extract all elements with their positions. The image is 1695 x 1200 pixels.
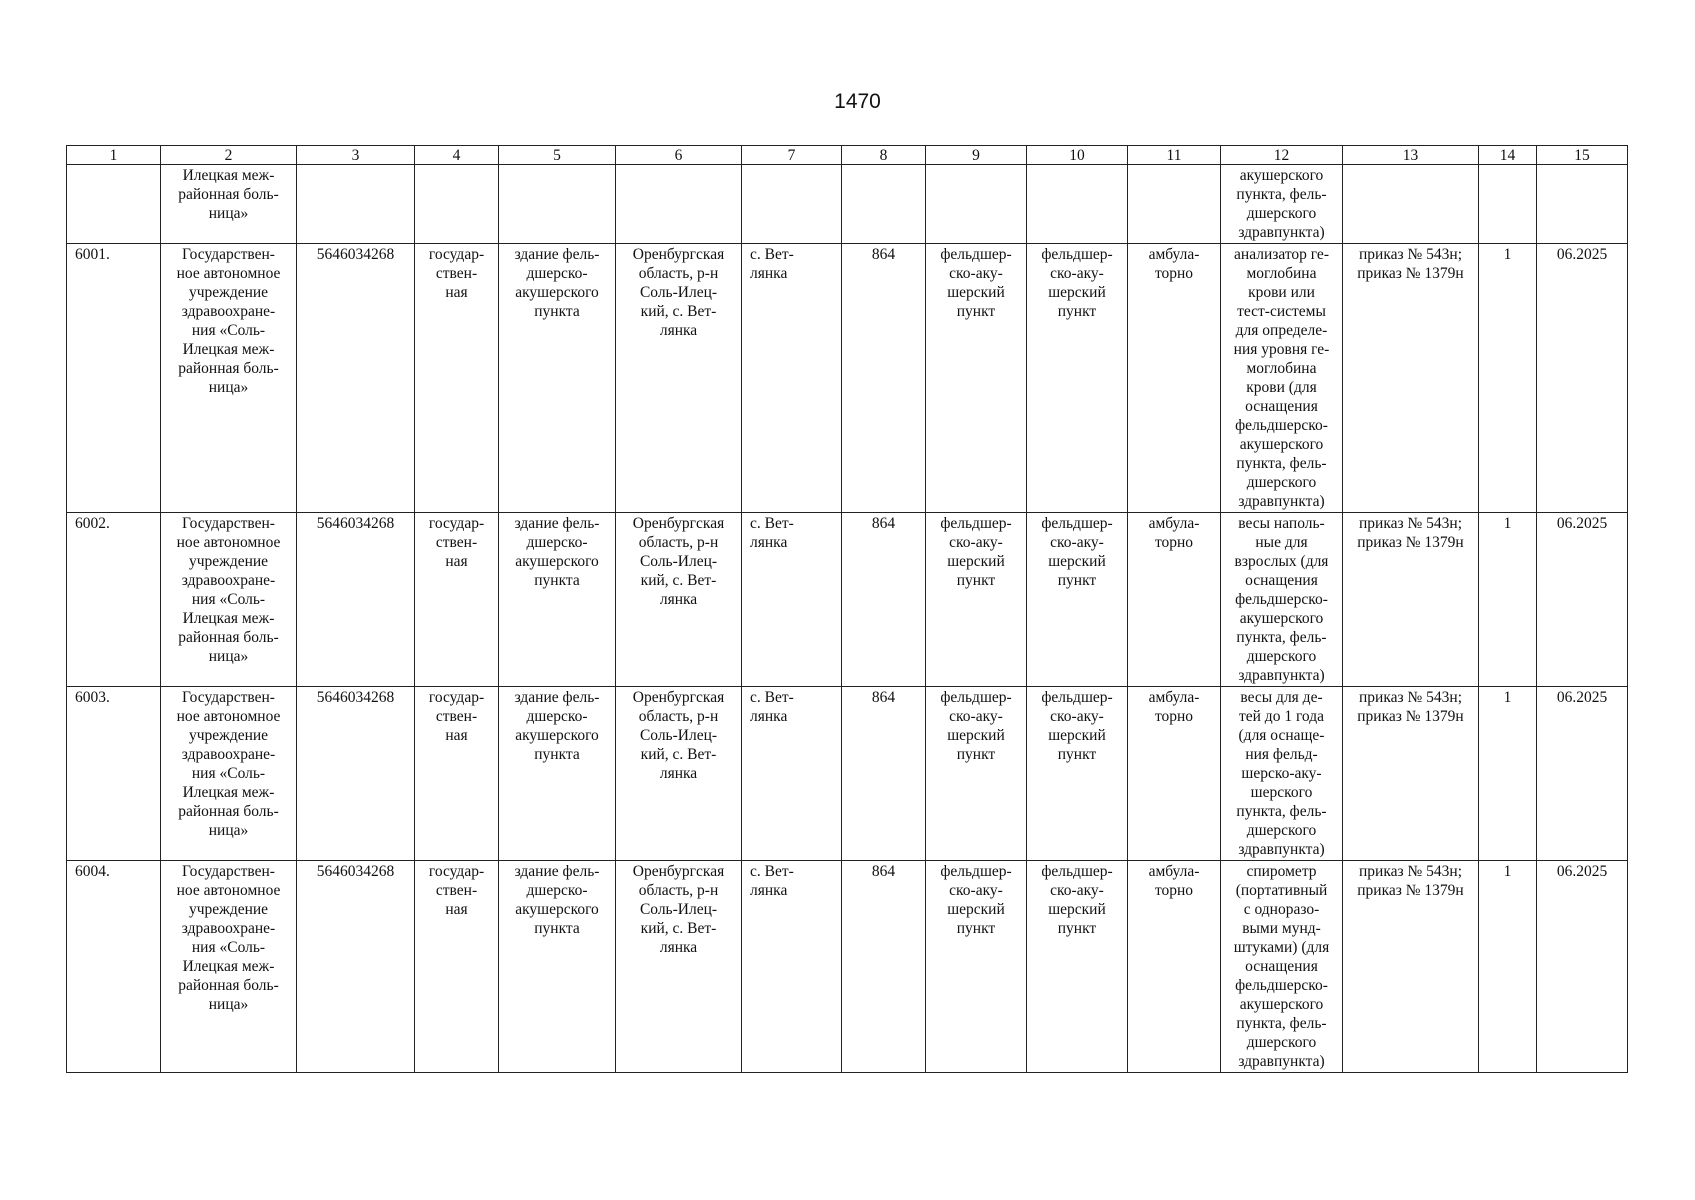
inn: 5646034268 (297, 513, 415, 687)
column-number: 6 (616, 146, 742, 165)
address: Оренбургская область, р-н Соль-Илец- кий, с. Вет- лянка (616, 244, 742, 513)
order-reference: приказ № 543н; приказ № 1379н (1343, 861, 1479, 1073)
column-number-row (67, 146, 1628, 165)
quantity (1479, 165, 1537, 244)
table-row (67, 861, 1628, 1073)
division-type: фельдшер- ско-аку- шерский пункт (1027, 861, 1128, 1073)
code: 864 (842, 244, 926, 513)
column-number: 10 (1027, 146, 1128, 165)
table-row (67, 687, 1628, 861)
date: 06.2025 (1537, 861, 1628, 1073)
inn (297, 165, 415, 244)
settlement: с. Вет- лянка (742, 513, 842, 687)
equipment: спирометр (портативный с одноразо- выми мунд- штуками) (для оснащения фельдшерско- акушерского пункта, фель- дшерского здравпункта) (1221, 861, 1343, 1073)
column-number: 5 (499, 146, 616, 165)
facility-type: фельдшер- ско-аку- шерский пункт (926, 513, 1027, 687)
order-reference: приказ № 543н; приказ № 1379н (1343, 244, 1479, 513)
row-number (67, 165, 161, 244)
quantity: 1 (1479, 513, 1537, 687)
inn: 5646034268 (297, 687, 415, 861)
division-type: фельдшер- ско-аку- шерский пункт (1027, 687, 1128, 861)
column-number: 2 (161, 146, 297, 165)
care-conditions (1128, 165, 1221, 244)
registry-table (66, 145, 1628, 1073)
facility-type: фельдшер- ско-аку- шерский пункт (926, 687, 1027, 861)
row-number: 6003. (67, 687, 161, 861)
date (1537, 165, 1628, 244)
quantity: 1 (1479, 687, 1537, 861)
equipment: акушерского пункта, фель- дшерского здравпункта) (1221, 165, 1343, 244)
settlement: с. Вет- лянка (742, 687, 842, 861)
column-number: 8 (842, 146, 926, 165)
row-number: 6001. (67, 244, 161, 513)
settlement (742, 165, 842, 244)
inn: 5646034268 (297, 861, 415, 1073)
division-type: фельдшер- ско-аку- шерский пункт (1027, 513, 1128, 687)
ownership-form (415, 165, 499, 244)
care-conditions: амбула- торно (1128, 513, 1221, 687)
organization-name: Государствен- ное автономное учреждение здравоохране- ния «Соль- Илецкая меж- районная боль- ница» (161, 861, 297, 1073)
building-type: здание фель- дшерско- акушерского пункта (499, 244, 616, 513)
table-row (67, 513, 1628, 687)
row-number: 6004. (67, 861, 161, 1073)
order-reference (1343, 165, 1479, 244)
address: Оренбургская область, р-н Соль-Илец- кий, с. Вет- лянка (616, 687, 742, 861)
address: Оренбургская область, р-н Соль-Илец- кий, с. Вет- лянка (616, 861, 742, 1073)
column-number: 9 (926, 146, 1027, 165)
quantity: 1 (1479, 244, 1537, 513)
address: Оренбургская область, р-н Соль-Илец- кий, с. Вет- лянка (616, 513, 742, 687)
building-type: здание фель- дшерско- акушерского пункта (499, 513, 616, 687)
equipment: анализатор ге- моглобина крови или тест-системы для определе- ния уровня ге- моглобина крови (для оснащения фельдшерско- акушерского пункта, фель- дшерского здравпункта) (1221, 244, 1343, 513)
facility-type: фельдшер- ско-аку- шерский пункт (926, 861, 1027, 1073)
equipment: весы наполь- ные для взрослых (для оснащения фельдшерско- акушерского пункта, фель- дшерского здравпункта) (1221, 513, 1343, 687)
division-type: фельдшер- ско-аку- шерский пункт (1027, 244, 1128, 513)
column-number: 15 (1537, 146, 1628, 165)
care-conditions: амбула- торно (1128, 687, 1221, 861)
building-type: здание фель- дшерско- акушерского пункта (499, 687, 616, 861)
settlement: с. Вет- лянка (742, 861, 842, 1073)
order-reference: приказ № 543н; приказ № 1379н (1343, 513, 1479, 687)
code: 864 (842, 687, 926, 861)
column-number: 14 (1479, 146, 1537, 165)
ownership-form: государ- ствен- ная (415, 861, 499, 1073)
order-reference: приказ № 543н; приказ № 1379н (1343, 687, 1479, 861)
table-row (67, 165, 1628, 244)
organization-name: Государствен- ное автономное учреждение здравоохране- ния «Соль- Илецкая меж- районная боль- ница» (161, 687, 297, 861)
column-number: 3 (297, 146, 415, 165)
organization-name: Государствен- ное автономное учреждение здравоохране- ния «Соль- Илецкая меж- районная боль- ница» (161, 244, 297, 513)
care-conditions: амбула- торно (1128, 861, 1221, 1073)
date: 06.2025 (1537, 687, 1628, 861)
column-number: 12 (1221, 146, 1343, 165)
organization-name: Государствен- ное автономное учреждение здравоохране- ния «Соль- Илецкая меж- районная боль- ница» (161, 513, 297, 687)
ownership-form: государ- ствен- ная (415, 244, 499, 513)
facility-type (926, 165, 1027, 244)
table-row (67, 244, 1628, 513)
ownership-form: государ- ствен- ная (415, 687, 499, 861)
care-conditions: амбула- торно (1128, 244, 1221, 513)
organization-name: Илецкая меж- районная боль- ница» (161, 165, 297, 244)
column-number: 13 (1343, 146, 1479, 165)
division-type (1027, 165, 1128, 244)
building-type: здание фель- дшерско- акушерского пункта (499, 861, 616, 1073)
settlement: с. Вет- лянка (742, 244, 842, 513)
date: 06.2025 (1537, 513, 1628, 687)
code: 864 (842, 861, 926, 1073)
equipment: весы для де- тей до 1 года (для оснаще- ния фельд- шерско-аку- шерского пункта, фель- дшерского здравпункта) (1221, 687, 1343, 861)
facility-type: фельдшер- ско-аку- шерский пункт (926, 244, 1027, 513)
code: 864 (842, 513, 926, 687)
column-number: 4 (415, 146, 499, 165)
column-number: 11 (1128, 146, 1221, 165)
code (842, 165, 926, 244)
date: 06.2025 (1537, 244, 1628, 513)
inn: 5646034268 (297, 244, 415, 513)
page-number: 1470 (834, 90, 881, 113)
row-number: 6002. (67, 513, 161, 687)
building-type (499, 165, 616, 244)
column-number: 1 (67, 146, 161, 165)
address (616, 165, 742, 244)
quantity: 1 (1479, 861, 1537, 1073)
ownership-form: государ- ствен- ная (415, 513, 499, 687)
column-number: 7 (742, 146, 842, 165)
